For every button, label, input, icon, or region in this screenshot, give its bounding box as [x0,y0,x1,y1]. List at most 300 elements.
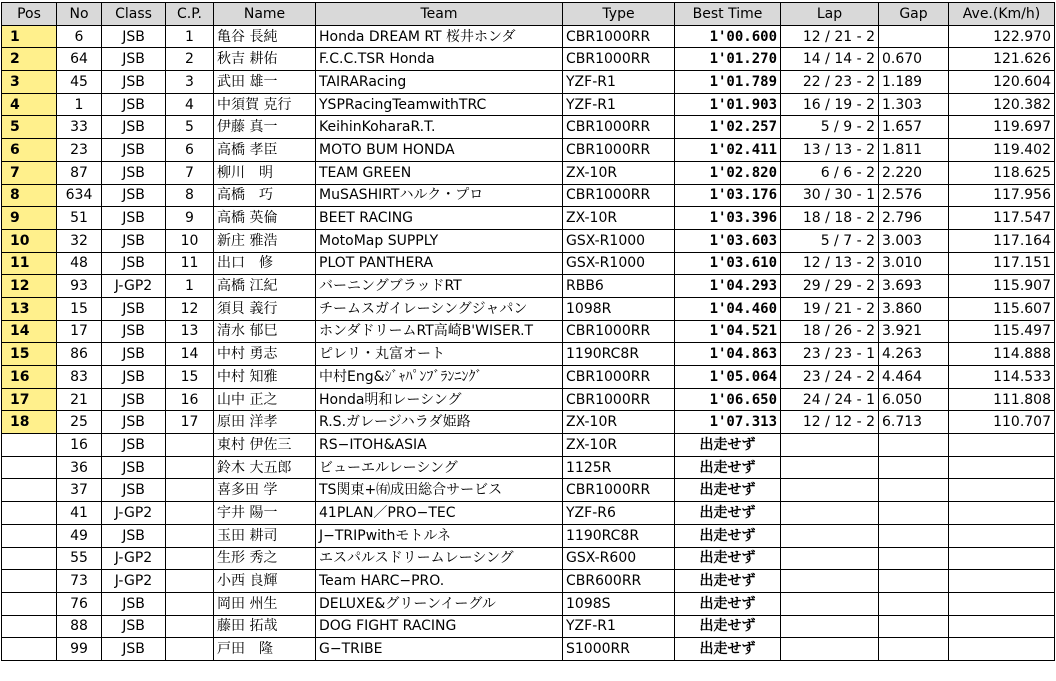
cell-type: ZX-10R [563,161,675,184]
table-row [2,139,1055,162]
cell-type: 1125R [563,456,675,479]
cell-lap: 23 / 24 - 2 [781,366,879,389]
cell-best-time: 1'02.820 [675,161,781,184]
cell-pos [2,479,57,502]
table-row [2,275,1055,298]
cell-best-time: 出走せず [675,434,781,457]
cell-cp [166,479,214,502]
cell-name: 出口 修 [214,252,316,275]
cell-best-time: 1'04.460 [675,297,781,320]
cell-ave: 117.956 [949,184,1055,207]
cell-class: JSB [102,229,166,252]
cell-cp: 2 [166,48,214,71]
cell-type: YZF-R6 [563,502,675,525]
cell-ave: 120.382 [949,93,1055,116]
cell-best-time: 出走せず [675,524,781,547]
cell-class: JSB [102,93,166,116]
cell-pos: 17 [2,388,57,411]
cell-gap: 2.796 [879,207,949,230]
cell-team: ピレリ・丸富オート [316,343,563,366]
cell-cp: 15 [166,366,214,389]
cell-lap: 18 / 18 - 2 [781,207,879,230]
cell-lap: 14 / 14 - 2 [781,48,879,71]
cell-no: 93 [57,275,102,298]
cell-lap [781,456,879,479]
cell-name: 岡田 州生 [214,592,316,615]
cell-best-time: 1'01.903 [675,93,781,116]
cell-class: JSB [102,184,166,207]
cell-cp: 13 [166,320,214,343]
cell-cp [166,524,214,547]
cell-lap: 13 / 13 - 2 [781,139,879,162]
cell-no: 21 [57,388,102,411]
table-row [2,71,1055,94]
cell-cp [166,502,214,525]
cell-class: JSB [102,592,166,615]
cell-team: PLOT PANTHERA [316,252,563,275]
cell-lap: 16 / 19 - 2 [781,93,879,116]
cell-ave: 115.607 [949,297,1055,320]
header-team: Team [316,3,563,26]
cell-name: 新庄 雅浩 [214,229,316,252]
cell-pos: 3 [2,71,57,94]
cell-gap [879,25,949,48]
cell-cp [166,434,214,457]
cell-pos: 18 [2,411,57,434]
header-no: No [57,3,102,26]
cell-name: 高橋 巧 [214,184,316,207]
cell-best-time: 1'04.521 [675,320,781,343]
table-row [2,615,1055,638]
cell-type: YZF-R1 [563,71,675,94]
cell-lap [781,592,879,615]
cell-type: 1190RC8R [563,524,675,547]
cell-name: 中村 勇志 [214,343,316,366]
cell-no: 16 [57,434,102,457]
table-row [2,320,1055,343]
cell-ave: 117.164 [949,229,1055,252]
cell-pos [2,615,57,638]
cell-gap [879,570,949,593]
cell-class: JSB [102,524,166,547]
table-row [2,434,1055,457]
cell-type: ZX-10R [563,434,675,457]
cell-no: 41 [57,502,102,525]
cell-ave: 120.604 [949,71,1055,94]
cell-cp: 14 [166,343,214,366]
cell-name: 中須賀 克行 [214,93,316,116]
cell-cp: 5 [166,116,214,139]
cell-class: JSB [102,366,166,389]
cell-gap: 4.263 [879,343,949,366]
cell-team: ホンダドリームRT高崎B'WISER.T [316,320,563,343]
cell-best-time: 1'03.396 [675,207,781,230]
cell-lap: 18 / 26 - 2 [781,320,879,343]
cell-best-time: 1'02.257 [675,116,781,139]
cell-pos: 12 [2,275,57,298]
table-row [2,343,1055,366]
cell-team: MotoMap SUPPLY [316,229,563,252]
cell-gap [879,615,949,638]
cell-class: JSB [102,638,166,661]
cell-pos: 5 [2,116,57,139]
cell-cp [166,592,214,615]
table-row [2,479,1055,502]
cell-ave [949,479,1055,502]
cell-name: 原田 洋孝 [214,411,316,434]
cell-ave [949,547,1055,570]
table-row [2,161,1055,184]
cell-ave [949,456,1055,479]
cell-cp: 16 [166,388,214,411]
cell-no: 76 [57,592,102,615]
cell-cp: 7 [166,161,214,184]
cell-pos: 7 [2,161,57,184]
cell-best-time: 出走せず [675,638,781,661]
cell-gap: 3.003 [879,229,949,252]
cell-no: 49 [57,524,102,547]
cell-class: JSB [102,434,166,457]
cell-best-time: 出走せず [675,615,781,638]
cell-class: JSB [102,320,166,343]
results-table [1,2,1055,661]
cell-type: 1098S [563,592,675,615]
header-name: Name [214,3,316,26]
cell-no: 48 [57,252,102,275]
table-row [2,207,1055,230]
header-class: Class [102,3,166,26]
cell-ave [949,524,1055,547]
cell-gap: 1.657 [879,116,949,139]
cell-ave [949,592,1055,615]
cell-best-time: 出走せず [675,479,781,502]
cell-type: S1000RR [563,638,675,661]
cell-class: JSB [102,48,166,71]
cell-gap: 1.189 [879,71,949,94]
cell-team: TAIRARacing [316,71,563,94]
cell-gap [879,502,949,525]
cell-type: CBR1000RR [563,25,675,48]
cell-type: CBR600RR [563,570,675,593]
table-row [2,48,1055,71]
cell-lap: 29 / 29 - 2 [781,275,879,298]
header-lap: Lap [781,3,879,26]
cell-gap [879,434,949,457]
cell-team: YSPRacingTeamwithTRC [316,93,563,116]
cell-gap: 3.693 [879,275,949,298]
cell-class: JSB [102,161,166,184]
cell-best-time: 1'03.176 [675,184,781,207]
cell-class: J-GP2 [102,502,166,525]
cell-cp: 11 [166,252,214,275]
cell-no: 36 [57,456,102,479]
cell-pos: 16 [2,366,57,389]
cell-lap: 23 / 23 - 1 [781,343,879,366]
cell-team: エスパルスドリームレーシング [316,547,563,570]
cell-type: GSX-R1000 [563,229,675,252]
cell-name: 武田 雄一 [214,71,316,94]
cell-type: CBR1000RR [563,184,675,207]
cell-name: 山中 正之 [214,388,316,411]
cell-team: Team HARC−PRO. [316,570,563,593]
cell-cp [166,570,214,593]
cell-gap [879,456,949,479]
cell-name: 東村 伊佐三 [214,434,316,457]
cell-type: CBR1000RR [563,366,675,389]
cell-gap: 1.303 [879,93,949,116]
cell-no: 634 [57,184,102,207]
cell-type: ZX-10R [563,411,675,434]
cell-class: JSB [102,25,166,48]
cell-name: 藤田 拓哉 [214,615,316,638]
cell-class: JSB [102,343,166,366]
cell-lap [781,638,879,661]
table-row [2,456,1055,479]
cell-pos [2,638,57,661]
header-gap: Gap [879,3,949,26]
cell-type: CBR1000RR [563,139,675,162]
cell-cp [166,638,214,661]
cell-cp: 1 [166,25,214,48]
cell-ave: 115.497 [949,320,1055,343]
table-row [2,252,1055,275]
cell-type: ZX-10R [563,207,675,230]
cell-cp [166,456,214,479]
cell-no: 64 [57,48,102,71]
cell-best-time: 1'00.600 [675,25,781,48]
cell-gap [879,592,949,615]
cell-cp: 6 [166,139,214,162]
cell-class: JSB [102,479,166,502]
cell-cp: 3 [166,71,214,94]
cell-gap: 4.464 [879,366,949,389]
header-pos: Pos [2,3,57,26]
cell-no: 51 [57,207,102,230]
cell-no: 88 [57,615,102,638]
cell-team: J−TRIPwithモトルネ [316,524,563,547]
cell-name: 高橋 英倫 [214,207,316,230]
table-row [2,25,1055,48]
cell-lap [781,524,879,547]
cell-cp [166,547,214,570]
cell-pos: 10 [2,229,57,252]
cell-team: F.C.C.TSR Honda [316,48,563,71]
cell-best-time: 1'03.603 [675,229,781,252]
cell-gap: 1.811 [879,139,949,162]
cell-class: JSB [102,207,166,230]
cell-name: 須貝 義行 [214,297,316,320]
header-best-time: Best Time [675,3,781,26]
cell-pos: 4 [2,93,57,116]
cell-pos [2,592,57,615]
table-row [2,116,1055,139]
cell-type: GSX-R600 [563,547,675,570]
cell-lap [781,502,879,525]
cell-lap: 5 / 9 - 2 [781,116,879,139]
cell-ave: 111.808 [949,388,1055,411]
table-row [2,366,1055,389]
cell-pos: 8 [2,184,57,207]
cell-gap [879,524,949,547]
cell-class: J-GP2 [102,547,166,570]
cell-cp: 1 [166,275,214,298]
cell-lap [781,479,879,502]
cell-no: 17 [57,320,102,343]
cell-team: チームスガイレーシングジャパン [316,297,563,320]
cell-team: RS−ITOH&ASIA [316,434,563,457]
cell-best-time: 1'04.863 [675,343,781,366]
cell-team: G−TRIBE [316,638,563,661]
cell-best-time: 1'02.411 [675,139,781,162]
cell-no: 73 [57,570,102,593]
cell-lap [781,615,879,638]
cell-best-time: 出走せず [675,502,781,525]
cell-ave: 114.533 [949,366,1055,389]
cell-team: MOTO BUM HONDA [316,139,563,162]
cell-team: 41PLAN／PRO−TEC [316,502,563,525]
cell-lap: 12 / 21 - 2 [781,25,879,48]
cell-ave: 119.402 [949,139,1055,162]
cell-pos: 9 [2,207,57,230]
table-row [2,570,1055,593]
cell-gap: 0.670 [879,48,949,71]
cell-lap [781,547,879,570]
cell-best-time: 1'01.789 [675,71,781,94]
cell-type: RBB6 [563,275,675,298]
cell-gap [879,479,949,502]
cell-pos: 11 [2,252,57,275]
cell-team: DELUXE&グリーンイーグル [316,592,563,615]
cell-team: KeihinKoharaR.T. [316,116,563,139]
cell-ave: 122.970 [949,25,1055,48]
cell-no: 99 [57,638,102,661]
cell-type: 1190RC8R [563,343,675,366]
cell-ave: 121.626 [949,48,1055,71]
cell-name: 宇井 陽一 [214,502,316,525]
cell-team: Honda DREAM RT 桜井ホンダ [316,25,563,48]
cell-no: 37 [57,479,102,502]
table-row [2,638,1055,661]
table-row [2,184,1055,207]
cell-no: 15 [57,297,102,320]
cell-no: 45 [57,71,102,94]
cell-pos [2,434,57,457]
cell-team: TS関東+㈲成田総合サービス [316,479,563,502]
cell-name: 中村 知雅 [214,366,316,389]
cell-no: 6 [57,25,102,48]
cell-pos [2,502,57,525]
cell-pos: 14 [2,320,57,343]
cell-ave: 114.888 [949,343,1055,366]
cell-lap: 5 / 7 - 2 [781,229,879,252]
table-row [2,524,1055,547]
cell-type: CBR1000RR [563,48,675,71]
cell-ave: 118.625 [949,161,1055,184]
cell-gap: 3.860 [879,297,949,320]
cell-name: 高橋 孝臣 [214,139,316,162]
cell-team: R.S.ガレージハラダ姫路 [316,411,563,434]
cell-class: JSB [102,139,166,162]
cell-team: MuSASHIRTハルク・プロ [316,184,563,207]
cell-ave: 117.547 [949,207,1055,230]
cell-cp: 12 [166,297,214,320]
cell-type: YZF-R1 [563,93,675,116]
cell-no: 33 [57,116,102,139]
cell-ave [949,502,1055,525]
cell-best-time: 1'03.610 [675,252,781,275]
cell-type: CBR1000RR [563,116,675,139]
cell-best-time: 1'07.313 [675,411,781,434]
cell-pos: 15 [2,343,57,366]
cell-class: JSB [102,615,166,638]
cell-class: JSB [102,456,166,479]
cell-best-time: 出走せず [675,456,781,479]
cell-pos [2,456,57,479]
cell-pos: 13 [2,297,57,320]
cell-gap: 2.220 [879,161,949,184]
cell-team: バーニングブラッドRT [316,275,563,298]
cell-lap: 22 / 23 - 2 [781,71,879,94]
cell-name: 秋吉 耕佑 [214,48,316,71]
cell-lap [781,434,879,457]
cell-ave [949,638,1055,661]
cell-ave [949,570,1055,593]
cell-pos [2,524,57,547]
cell-no: 86 [57,343,102,366]
cell-cp: 17 [166,411,214,434]
cell-gap: 6.713 [879,411,949,434]
cell-name: 鈴木 大五郎 [214,456,316,479]
cell-type: YZF-R1 [563,615,675,638]
cell-class: J-GP2 [102,570,166,593]
cell-best-time: 1'04.293 [675,275,781,298]
cell-pos: 1 [2,25,57,48]
cell-name: 亀谷 長純 [214,25,316,48]
table-row [2,229,1055,252]
cell-lap: 12 / 12 - 2 [781,411,879,434]
cell-gap: 6.050 [879,388,949,411]
cell-gap: 3.010 [879,252,949,275]
cell-type: GSX-R1000 [563,252,675,275]
cell-class: JSB [102,116,166,139]
cell-lap: 12 / 13 - 2 [781,252,879,275]
cell-name: 伊藤 真一 [214,116,316,139]
table-row [2,547,1055,570]
cell-class: JSB [102,297,166,320]
cell-pos: 2 [2,48,57,71]
cell-lap: 30 / 30 - 1 [781,184,879,207]
cell-type: CBR1000RR [563,388,675,411]
cell-best-time: 1'06.650 [675,388,781,411]
cell-gap [879,547,949,570]
cell-lap: 24 / 24 - 1 [781,388,879,411]
cell-pos [2,547,57,570]
cell-no: 87 [57,161,102,184]
cell-name: 小西 良輝 [214,570,316,593]
cell-ave: 117.151 [949,252,1055,275]
cell-gap [879,638,949,661]
cell-team: DOG FIGHT RACING [316,615,563,638]
cell-pos: 6 [2,139,57,162]
cell-ave [949,434,1055,457]
table-row [2,388,1055,411]
cell-name: 柳川 明 [214,161,316,184]
cell-ave: 115.907 [949,275,1055,298]
cell-type: CBR1000RR [563,320,675,343]
cell-class: J-GP2 [102,275,166,298]
header-ave: Ave.(Km/h) [949,3,1055,26]
cell-best-time: 出走せず [675,592,781,615]
